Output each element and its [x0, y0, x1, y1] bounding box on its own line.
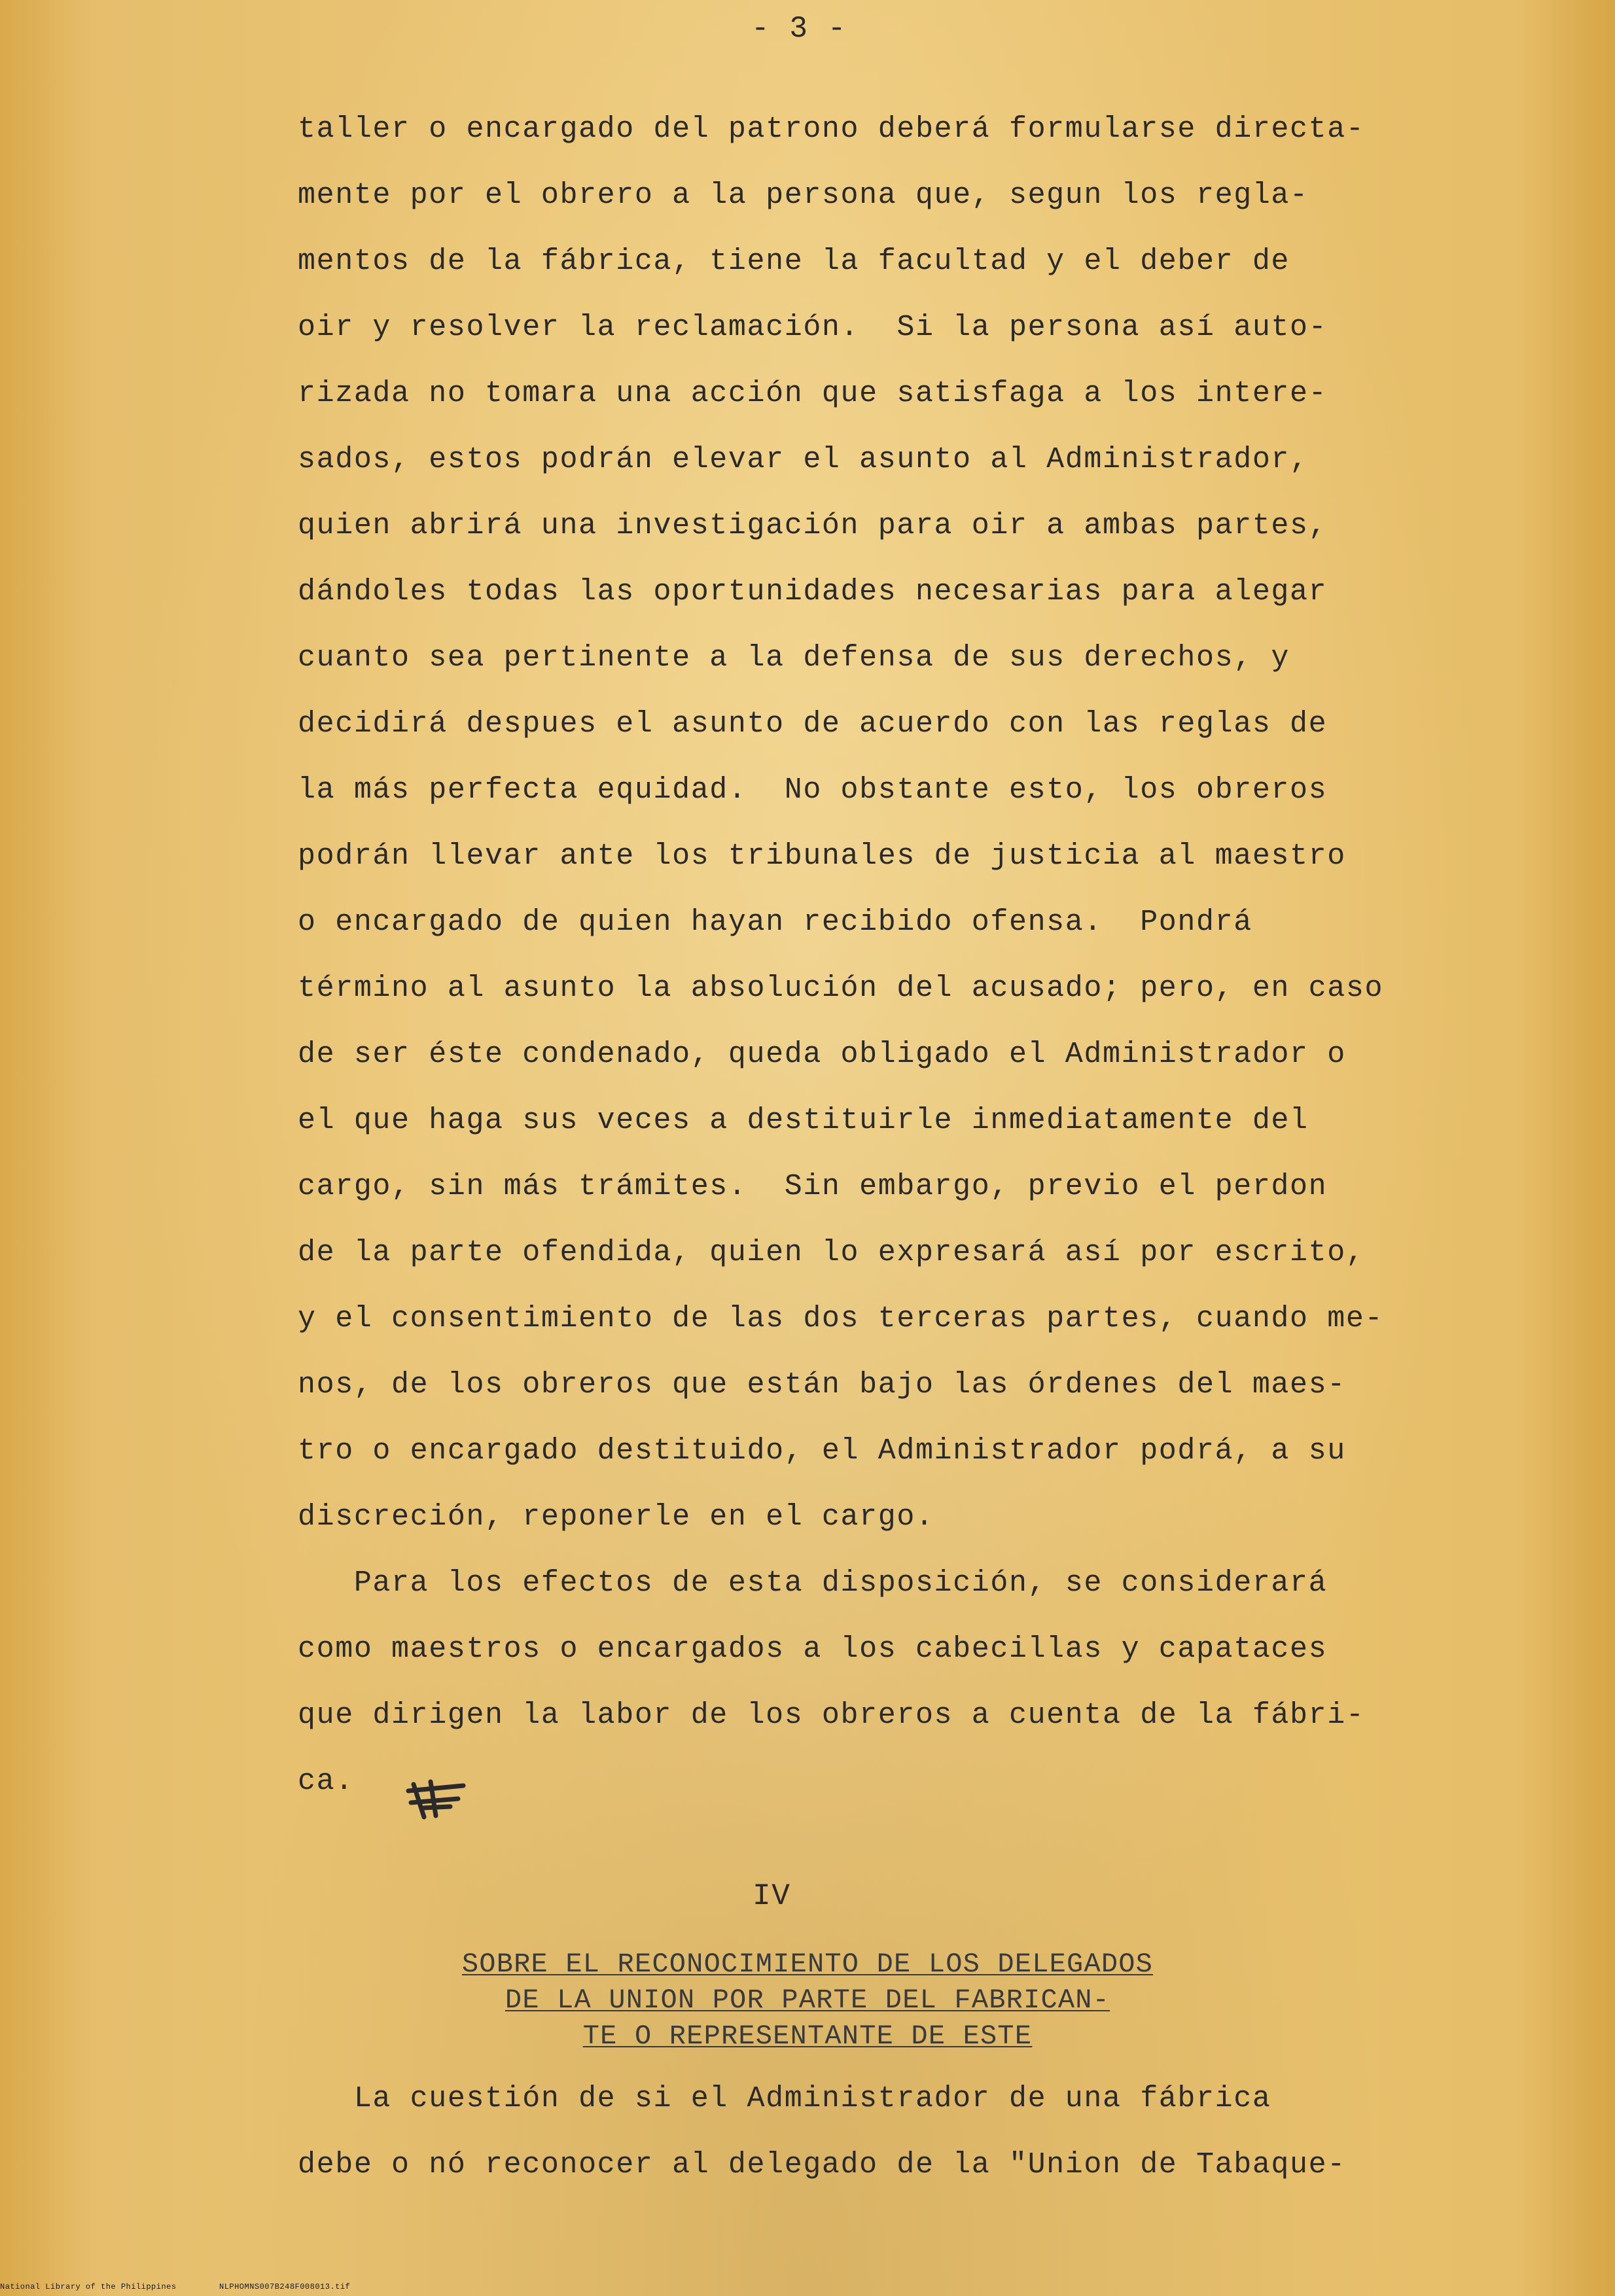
- body-line: podrán llevar ante los tribunales de justicia al maestro: [298, 839, 1346, 873]
- section-heading-text: DE LA UNION POR PARTE DEL FABRICAN-: [505, 1985, 1110, 2016]
- handwritten-mark: [404, 1776, 470, 1822]
- section-heading-line: [0, 1949, 1615, 1980]
- body-line: quien abrirá una investigación para oir a ambas partes,: [298, 509, 1328, 542]
- body-line: sados, estos podrán elevar el asunto al Administrador,: [298, 443, 1309, 476]
- body-line: taller o encargado del patrono deberá formularse directa-: [298, 113, 1365, 146]
- body-line: el que haga sus veces a destituirle inmediatamente del: [298, 1104, 1309, 1137]
- body-line: debe o nó reconocer al delegado de la "Union de Tabaque-: [298, 2148, 1346, 2181]
- body-line: que dirigen la labor de los obreros a cuenta de la fábri-: [298, 1699, 1365, 1732]
- body-line: discreción, reponerle en el cargo.: [298, 1500, 934, 1534]
- section-heading-text: TE O REPRESENTANTE DE ESTE: [582, 2021, 1033, 2052]
- body-line: o encargado de quien hayan recibido ofensa. Pondrá: [298, 906, 1252, 939]
- section-heading-text: SOBRE EL RECONOCIMIENTO DE LOS DELEGADOS: [461, 1949, 1154, 1980]
- body-line: decidirá despues el asunto de acuerdo con las reglas de: [298, 707, 1328, 741]
- body-line: mentos de la fábrica, tiene la facultad y el deber de: [298, 245, 1290, 278]
- body-line: mente por el obrero a la persona que, segun los regla-: [298, 179, 1309, 212]
- body-line: dándoles todas las oportunidades necesarias para alegar: [298, 575, 1328, 609]
- section-number: IV: [753, 1879, 791, 1913]
- body-line: la más perfecta equidad. No obstante esto, los obreros: [298, 773, 1328, 807]
- section-heading-line: [0, 1985, 1615, 2016]
- body-line: La cuestión de si el Administrador de una fábrica: [298, 2082, 1271, 2115]
- body-line: oir y resolver la reclamación. Si la persona así auto-: [298, 311, 1328, 344]
- body-line: término al asunto la absolución del acusado; pero, en caso: [298, 972, 1384, 1005]
- footer-library: National Library of the Philippines: [0, 2282, 177, 2291]
- body-line: cuanto sea pertinente a la defensa de sus derechos, y: [298, 641, 1290, 675]
- section-heading-line: [0, 2021, 1615, 2052]
- body-line: de ser éste condenado, queda obligado el Administrador o: [298, 1038, 1346, 1071]
- body-line: Para los efectos de esta disposición, se considerará: [298, 1566, 1328, 1600]
- body-line: rizada no tomara una acción que satisfaga a los intere-: [298, 377, 1328, 410]
- body-line: nos, de los obreros que están bajo las órdenes del maes-: [298, 1368, 1346, 1402]
- body-line: cargo, sin más trámites. Sin embargo, previo el perdon: [298, 1170, 1328, 1203]
- body-line: tro o encargado destituido, el Administrador podrá, a su: [298, 1434, 1346, 1468]
- body-line: y el consentimiento de las dos terceras partes, cuando me-: [298, 1302, 1384, 1335]
- page-number: - 3 -: [751, 12, 847, 46]
- body-line: de la parte ofendida, quien lo expresará así por escrito,: [298, 1236, 1365, 1269]
- body-line: como maestros o encargados a los cabecillas y capataces: [298, 1633, 1328, 1666]
- body-line: ca.: [298, 1765, 354, 1798]
- footer-filename: NLPHOMNS007B248F008013.tif: [219, 2282, 351, 2291]
